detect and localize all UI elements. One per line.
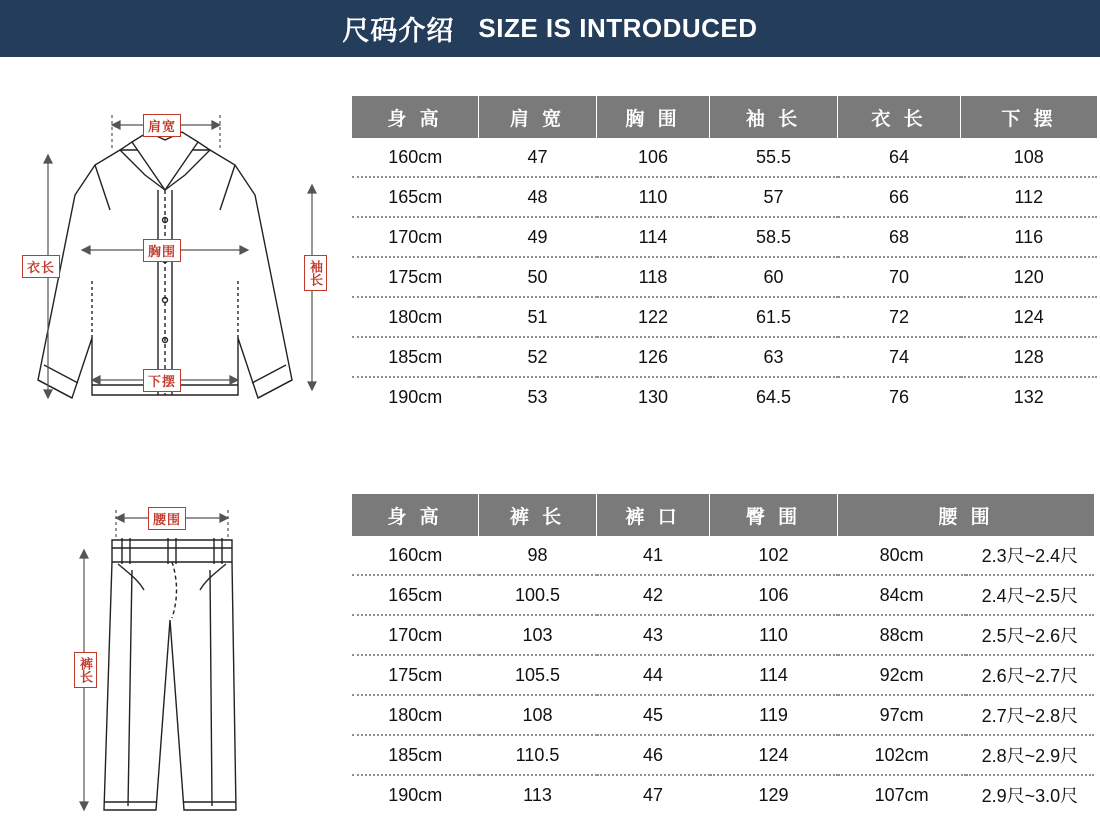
cell-height: 160cm: [352, 138, 479, 177]
cell-pant-length: 100.5: [479, 575, 597, 615]
cell-chest: 122: [597, 297, 710, 337]
cell-waist-cm: 107cm: [838, 775, 966, 814]
cell-pant-opening: 42: [597, 575, 710, 615]
table-row: [352, 655, 1094, 695]
cell-hip: 119: [710, 695, 838, 735]
cell-pant-opening: 44: [597, 655, 710, 695]
shirt-diagram: [20, 80, 340, 420]
cell-waist-chi: 2.3尺~2.4尺: [966, 536, 1094, 575]
cell-hip: 102: [710, 536, 838, 575]
table-row: [352, 377, 1097, 416]
cell-waist-chi: 2.5尺~2.6尺: [966, 615, 1094, 655]
page-header: [0, 0, 1100, 57]
cell-sleeve: 55.5: [710, 138, 838, 177]
cell-sleeve: 64.5: [710, 377, 838, 416]
cell-waist-chi: 2.7尺~2.8尺: [966, 695, 1094, 735]
column-header-hem: 下 摆: [961, 96, 1098, 138]
table-row: [352, 536, 1094, 575]
table-row: [352, 217, 1097, 257]
column-header-pant-opening: 裤 口: [597, 494, 710, 536]
cell-hem: 132: [961, 377, 1098, 416]
cell-hip: 110: [710, 615, 838, 655]
cell-shoulder: 47: [479, 138, 597, 177]
cell-height: 190cm: [352, 377, 479, 416]
cell-pant-length: 98: [479, 536, 597, 575]
cell-height: 165cm: [352, 177, 479, 217]
cell-chest: 130: [597, 377, 710, 416]
cell-waist-chi: 2.8尺~2.9尺: [966, 735, 1094, 775]
table-row: [352, 337, 1097, 377]
shirt-length-label: 衣长: [22, 255, 60, 278]
cell-pant-length: 110.5: [479, 735, 597, 775]
column-header-height: 身 高: [352, 494, 479, 536]
table-row: [352, 735, 1094, 775]
cell-pant-length: 108: [479, 695, 597, 735]
cell-pant-length: 113: [479, 775, 597, 814]
shirt-size-table: [352, 96, 1097, 416]
table-row: [352, 615, 1094, 655]
cell-shoulder: 52: [479, 337, 597, 377]
cell-height: 190cm: [352, 775, 479, 814]
cell-sleeve: 58.5: [710, 217, 838, 257]
cell-waist-chi: 2.4尺~2.5尺: [966, 575, 1094, 615]
table-row: [352, 775, 1094, 814]
cell-chest: 110: [597, 177, 710, 217]
column-header-waist: 腰 围: [838, 494, 1095, 536]
pants-size-table: [352, 494, 1094, 814]
pants-illustration: [60, 470, 320, 830]
cell-pant-opening: 45: [597, 695, 710, 735]
cell-chest: 118: [597, 257, 710, 297]
page-title-cn: 尺码介绍: [342, 16, 455, 46]
cell-sleeve: 57: [710, 177, 838, 217]
cell-hip: 129: [710, 775, 838, 814]
cell-waist-cm: 84cm: [838, 575, 966, 615]
shirt-hem-label: 下摆: [143, 369, 181, 392]
cell-shoulder: 49: [479, 217, 597, 257]
cell-pant-opening: 47: [597, 775, 710, 814]
table-row: [352, 575, 1094, 615]
table-row: [352, 695, 1094, 735]
column-header-pant-length: 裤 长: [479, 494, 597, 536]
cell-length: 64: [838, 138, 961, 177]
pants-waist-label: 腰围: [148, 507, 186, 530]
cell-waist-cm: 97cm: [838, 695, 966, 735]
table-header-row: [352, 96, 1097, 138]
cell-chest: 114: [597, 217, 710, 257]
cell-length: 76: [838, 377, 961, 416]
table-row: [352, 257, 1097, 297]
cell-height: 180cm: [352, 695, 479, 735]
cell-length: 68: [838, 217, 961, 257]
cell-height: 170cm: [352, 615, 479, 655]
cell-height: 185cm: [352, 735, 479, 775]
column-header-chest: 胸 围: [597, 96, 710, 138]
cell-height: 160cm: [352, 536, 479, 575]
cell-height: 170cm: [352, 217, 479, 257]
cell-length: 70: [838, 257, 961, 297]
column-header-height: 身 高: [352, 96, 479, 138]
column-header-hip: 臀 围: [710, 494, 838, 536]
table-row: [352, 297, 1097, 337]
table-header-row: [352, 494, 1094, 536]
cell-hem: 128: [961, 337, 1098, 377]
cell-height: 175cm: [352, 655, 479, 695]
cell-length: 72: [838, 297, 961, 337]
shirt-sleeve-label: 袖长: [304, 255, 327, 291]
table-row: [352, 177, 1097, 217]
cell-height: 175cm: [352, 257, 479, 297]
cell-hip: 114: [710, 655, 838, 695]
cell-length: 66: [838, 177, 961, 217]
cell-pant-length: 105.5: [479, 655, 597, 695]
cell-waist-cm: 92cm: [838, 655, 966, 695]
cell-length: 74: [838, 337, 961, 377]
cell-chest: 126: [597, 337, 710, 377]
cell-hem: 124: [961, 297, 1098, 337]
cell-hem: 108: [961, 138, 1098, 177]
cell-sleeve: 61.5: [710, 297, 838, 337]
table-row: [352, 138, 1097, 177]
shirt-chest-label: 胸围: [143, 239, 181, 262]
cell-chest: 106: [597, 138, 710, 177]
page-title-en: SIZE IS INTRODUCED: [478, 13, 758, 43]
column-header-shoulder: 肩 宽: [479, 96, 597, 138]
cell-hip: 124: [710, 735, 838, 775]
cell-waist-cm: 88cm: [838, 615, 966, 655]
cell-hip: 106: [710, 575, 838, 615]
cell-height: 185cm: [352, 337, 479, 377]
cell-waist-cm: 80cm: [838, 536, 966, 575]
cell-pant-opening: 46: [597, 735, 710, 775]
cell-hem: 112: [961, 177, 1098, 217]
pants-length-label: 裤长: [74, 652, 97, 688]
shirt-shoulder-label: 肩宽: [143, 114, 181, 137]
cell-shoulder: 50: [479, 257, 597, 297]
cell-pant-length: 103: [479, 615, 597, 655]
pants-diagram: [60, 470, 320, 830]
cell-hem: 120: [961, 257, 1098, 297]
cell-shoulder: 53: [479, 377, 597, 416]
cell-waist-chi: 2.9尺~3.0尺: [966, 775, 1094, 814]
cell-waist-chi: 2.6尺~2.7尺: [966, 655, 1094, 695]
cell-sleeve: 63: [710, 337, 838, 377]
column-header-length: 衣 长: [838, 96, 961, 138]
cell-height: 180cm: [352, 297, 479, 337]
cell-hem: 116: [961, 217, 1098, 257]
cell-sleeve: 60: [710, 257, 838, 297]
cell-height: 165cm: [352, 575, 479, 615]
cell-pant-opening: 41: [597, 536, 710, 575]
column-header-sleeve: 袖 长: [710, 96, 838, 138]
cell-shoulder: 48: [479, 177, 597, 217]
cell-waist-cm: 102cm: [838, 735, 966, 775]
cell-shoulder: 51: [479, 297, 597, 337]
cell-pant-opening: 43: [597, 615, 710, 655]
